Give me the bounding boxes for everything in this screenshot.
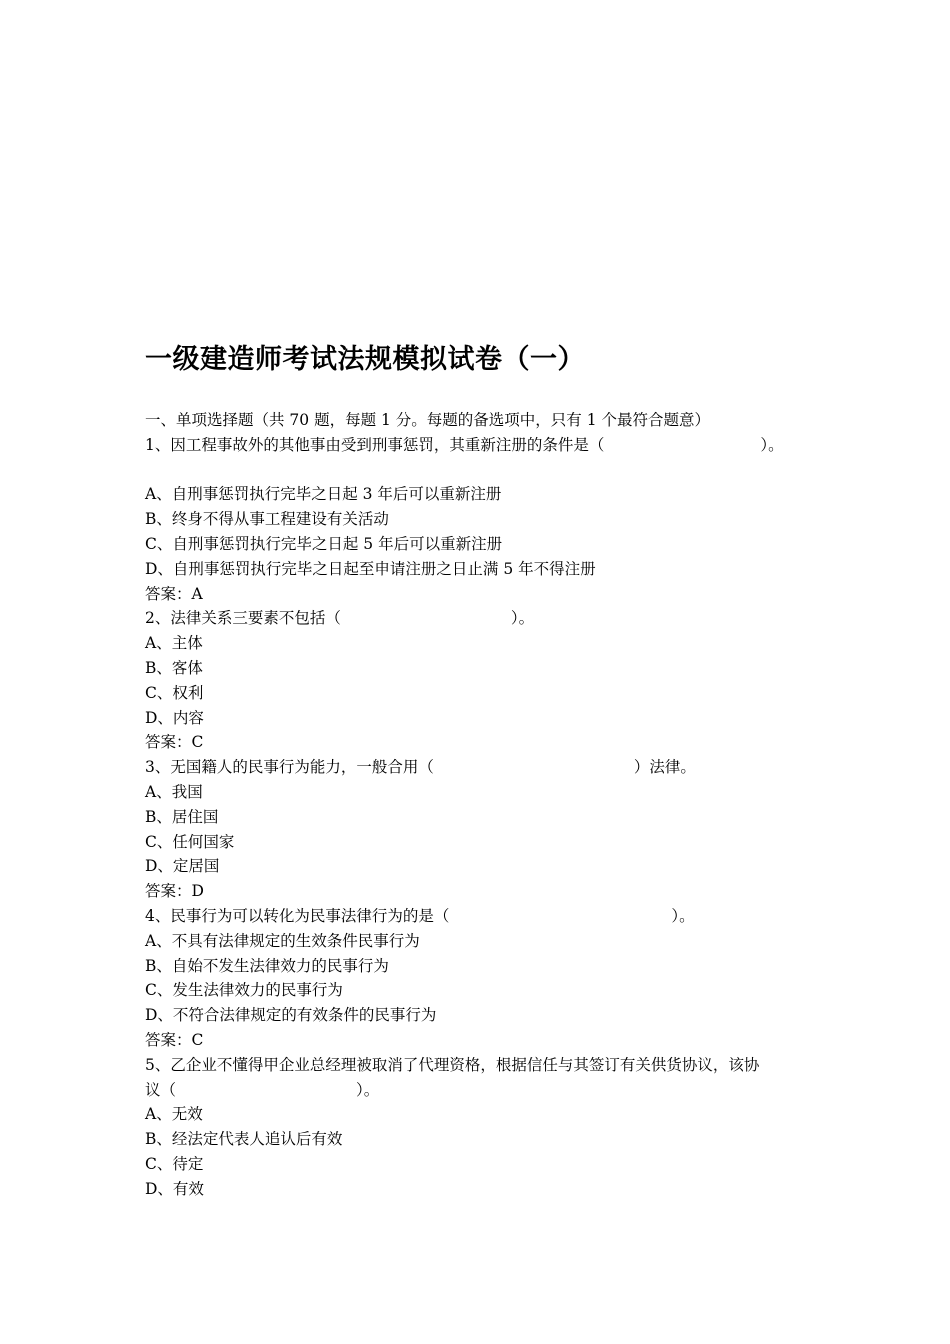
- option: B、终身不得从事工程建设有关活动: [145, 510, 389, 529]
- option: A、不具有法律规定的生效条件民事行为: [145, 931, 420, 950]
- option: B、经法定代表人追认后有效: [145, 1130, 343, 1149]
- question-stem: 5、乙企业不懂得甲企业总经理被取消了代理资格，根据信任与其签订有关供货协议，该协: [145, 1055, 760, 1074]
- question-stem-end: ）。: [510, 609, 535, 628]
- option: C、自刑事惩罚执行完毕之日起 5 年后可以重新注册: [145, 534, 503, 553]
- option: C、发生法律效力的民事行为: [145, 981, 343, 1000]
- question-stem-text: 2、法律关系三要素不包括（: [145, 609, 341, 628]
- answer: 答案：A: [145, 584, 203, 603]
- option: D、自刑事惩罚执行完毕之日起至申请注册之日止满 5 年不得注册: [145, 559, 596, 578]
- option: C、待定: [145, 1154, 204, 1173]
- option: D、定居国: [145, 857, 220, 876]
- option: A、主体: [145, 634, 203, 653]
- option: A、我国: [145, 782, 203, 801]
- option: B、居住国: [145, 807, 219, 826]
- question-stem-text: 4、民事行为可以转化为民事法律行为的是（: [145, 906, 450, 925]
- option: C、任何国家: [145, 832, 235, 851]
- question-stem-end: ）法律。: [633, 758, 696, 777]
- answer: 答案：C: [145, 733, 204, 752]
- section-heading: 一、单项选择题（共 70 题，每题 1 分。每题的备选项中，只有 1 个最符合题意）: [145, 411, 711, 429]
- question-stem: [145, 606, 825, 631]
- question-stem: [145, 433, 825, 458]
- option: A、无效: [145, 1105, 203, 1124]
- option: A、自刑事惩罚执行完毕之日起 3 年后可以重新注册: [145, 485, 502, 504]
- answer: 答案：C: [145, 1030, 204, 1049]
- question-stem-end: ）。: [671, 906, 695, 925]
- question-stem-text: 议（: [145, 1080, 177, 1099]
- question-stem-text: 3、无国籍人的民事行为能力，一般合用（: [145, 758, 434, 777]
- option: B、客体: [145, 658, 203, 677]
- answer: 答案：D: [145, 882, 204, 901]
- question-stem-end: ）。: [356, 1080, 380, 1099]
- document-body: [145, 408, 825, 1202]
- option: B、自始不发生法律效力的民事行为: [145, 956, 389, 975]
- option: D、内容: [145, 708, 204, 727]
- page-title: 一级建造师考试法规模拟试卷（一）: [145, 344, 585, 375]
- question-stem: [145, 755, 825, 780]
- question-stem: [145, 904, 825, 929]
- option: D、有效: [145, 1179, 204, 1198]
- option: D、不符合法律规定的有效条件的民事行为: [145, 1006, 437, 1025]
- spacer: [145, 458, 825, 483]
- option: C、权利: [145, 683, 204, 702]
- question-stem-continued: [145, 1078, 825, 1103]
- question-stem-text: 1、因工程事故外的其他事由受到刑事惩罚，其重新注册的条件是（: [145, 435, 605, 454]
- question-stem-end: ）。: [760, 435, 784, 454]
